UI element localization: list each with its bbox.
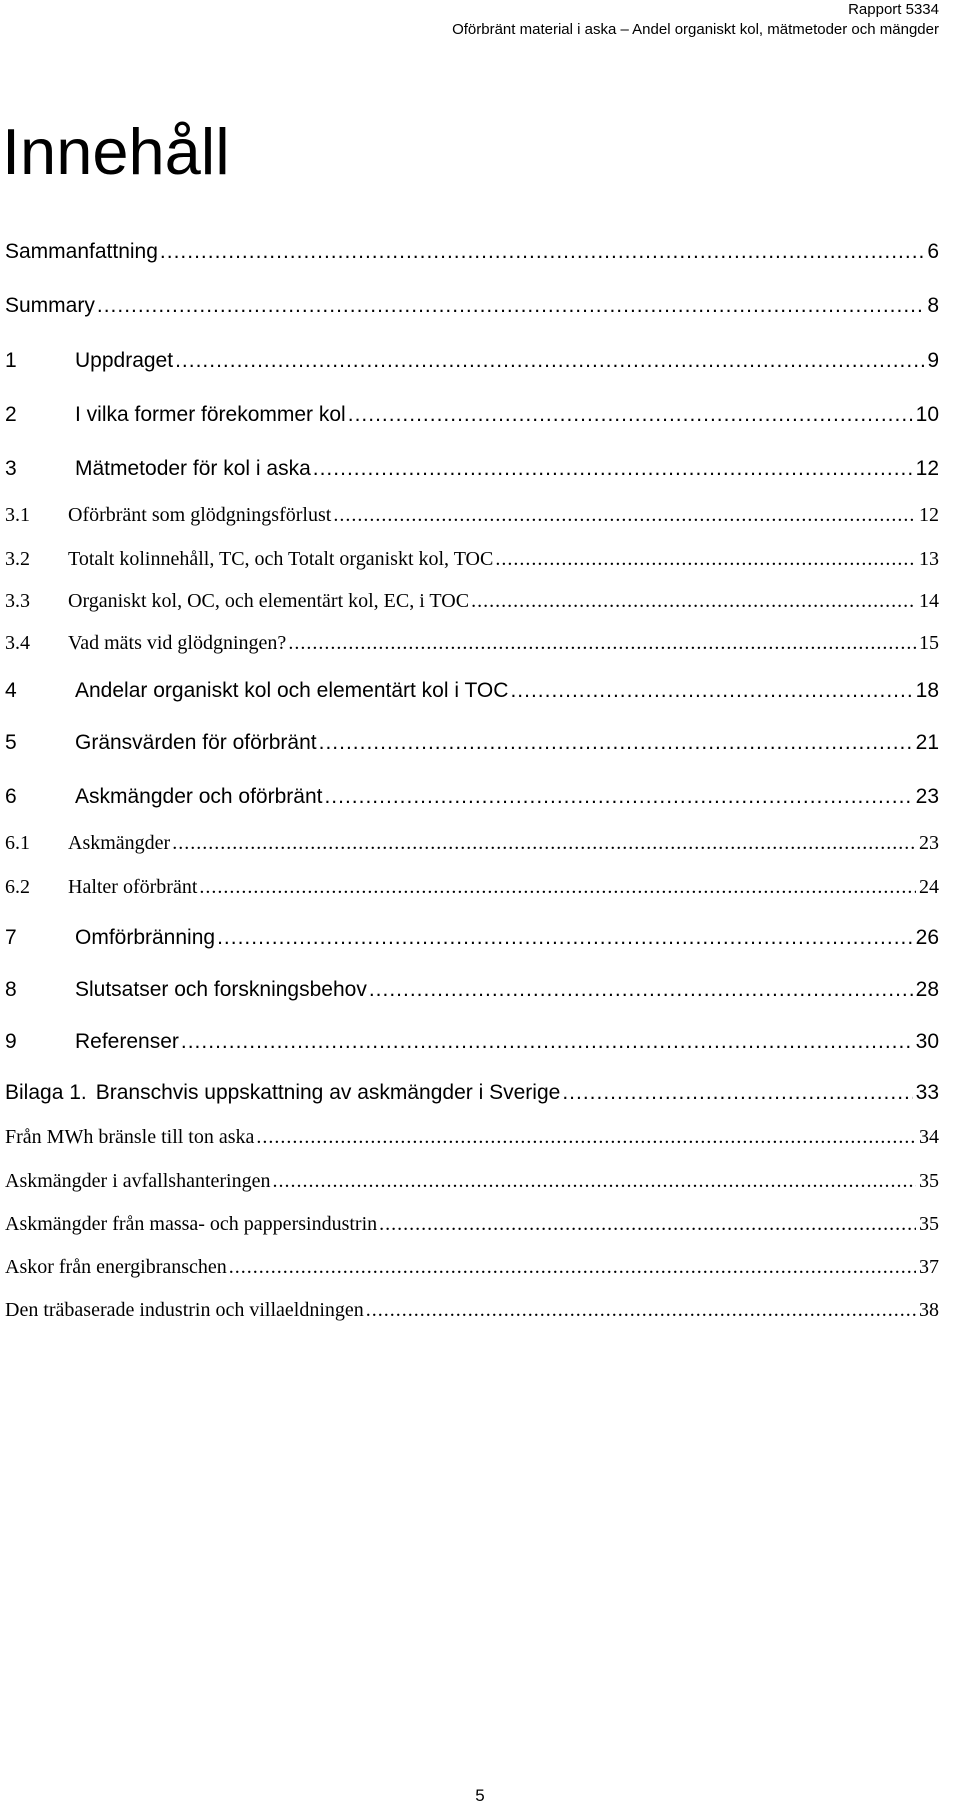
toc-entry-number: 3.1 bbox=[5, 504, 30, 526]
toc-entry-label: Askmängder och oförbränt bbox=[75, 785, 323, 808]
dot-leader bbox=[562, 1081, 912, 1105]
report-subtitle: Oförbränt material i aska – Andel organiskt kol, mätmetoder och mängder bbox=[452, 21, 939, 38]
toc-entry-page: 35 bbox=[919, 1213, 939, 1235]
toc-entry[interactable] bbox=[5, 1256, 939, 1290]
toc-entry-label: Andelar organiskt kol och elementärt kol i TOC bbox=[75, 679, 509, 702]
dot-leader bbox=[199, 876, 916, 899]
toc-entry-page: 38 bbox=[919, 1299, 939, 1321]
toc-entry[interactable] bbox=[5, 926, 939, 960]
toc-entry-label: I vilka former förekommer kol bbox=[75, 403, 346, 426]
toc-entry-number: 6.1 bbox=[5, 832, 30, 854]
dot-leader bbox=[256, 1126, 916, 1149]
toc-entry-label: Oförbränt som glödgningsförlust bbox=[68, 504, 332, 526]
page-title: Innehåll bbox=[2, 115, 230, 188]
toc-entry-label: Askmängder från massa- och pappersindustrin bbox=[5, 1213, 378, 1235]
toc-entry-page: 30 bbox=[915, 1030, 939, 1053]
toc-entry-page: 37 bbox=[919, 1256, 939, 1278]
toc-entry[interactable] bbox=[5, 349, 939, 383]
toc-entry-page: 12 bbox=[915, 457, 939, 480]
dot-leader bbox=[217, 926, 913, 950]
toc-entry-page: 21 bbox=[915, 731, 939, 754]
toc-entry-page: 13 bbox=[919, 548, 939, 570]
toc-entry-label: Gränsvärden för oförbränt bbox=[75, 731, 317, 754]
toc-entry-page: 28 bbox=[915, 978, 939, 1001]
toc-entry-label: Slutsatser och forskningsbehov bbox=[75, 978, 367, 1001]
toc-entry-page: 15 bbox=[919, 632, 939, 654]
toc-entry-number: 3.3 bbox=[5, 590, 30, 612]
dot-leader bbox=[324, 785, 912, 809]
dot-leader bbox=[160, 240, 924, 264]
toc-entry-label: Sammanfattning bbox=[5, 240, 158, 263]
toc-entry-page: 9 bbox=[927, 349, 939, 372]
dot-leader bbox=[319, 731, 913, 755]
toc-entry-page: 18 bbox=[915, 679, 939, 702]
toc-entry-page: 23 bbox=[919, 832, 939, 854]
toc-entry[interactable] bbox=[5, 785, 939, 819]
dot-leader bbox=[229, 1256, 916, 1279]
dot-leader bbox=[471, 590, 916, 613]
dot-leader bbox=[510, 679, 912, 703]
toc-entry-page: 23 bbox=[915, 785, 939, 808]
toc-entry[interactable] bbox=[5, 457, 939, 491]
toc-entry-number: 8 bbox=[5, 978, 17, 1001]
toc-entry[interactable] bbox=[5, 832, 939, 866]
toc-entry[interactable] bbox=[5, 548, 939, 582]
toc-entry-page: 33 bbox=[915, 1081, 939, 1104]
toc-entry[interactable] bbox=[5, 978, 939, 1012]
report-number: Rapport 5334 bbox=[848, 1, 939, 18]
dot-leader bbox=[379, 1213, 916, 1236]
toc-entry-label: Den träbaserade industrin och villaeldningen bbox=[5, 1299, 364, 1321]
dot-leader bbox=[181, 1030, 913, 1054]
toc-entry-number: 2 bbox=[5, 403, 17, 426]
toc-entry-label: Branschvis uppskattning av askmängder i Sverige bbox=[95, 1081, 561, 1104]
toc-entry[interactable] bbox=[5, 876, 939, 910]
toc-entry-page: 24 bbox=[919, 876, 939, 898]
dot-leader bbox=[175, 349, 924, 373]
running-header bbox=[452, 0, 939, 40]
toc-entry-number: 7 bbox=[5, 926, 17, 949]
toc-entry-number: 6.2 bbox=[5, 876, 30, 898]
toc-entry-page: 26 bbox=[915, 926, 939, 949]
toc-entry[interactable] bbox=[5, 590, 939, 624]
toc-entry[interactable] bbox=[5, 240, 939, 274]
dot-leader bbox=[97, 294, 924, 318]
toc-entry-page: 34 bbox=[919, 1126, 939, 1148]
toc-entry-label: Mätmetoder för kol i aska bbox=[75, 457, 311, 480]
toc-entry-number: 3.2 bbox=[5, 548, 30, 570]
toc-entry-label: Organiskt kol, OC, och elementärt kol, EC, i TOC bbox=[68, 590, 470, 612]
toc-entry-page: 6 bbox=[927, 240, 939, 263]
dot-leader bbox=[369, 978, 913, 1002]
toc-entry[interactable] bbox=[5, 731, 939, 765]
toc-entry[interactable] bbox=[5, 1170, 939, 1204]
toc-entry-number: 3.4 bbox=[5, 632, 30, 654]
page-number: 5 bbox=[475, 1786, 485, 1805]
dot-leader bbox=[333, 504, 916, 527]
dot-leader bbox=[272, 1170, 916, 1193]
toc-entry-number: 3 bbox=[5, 457, 17, 480]
toc-entry[interactable] bbox=[5, 632, 939, 666]
toc-entry-number: Bilaga 1. bbox=[5, 1081, 87, 1104]
toc-entry[interactable] bbox=[5, 1030, 939, 1064]
dot-leader bbox=[366, 1299, 916, 1322]
toc-entry-label: Halter oförbränt bbox=[68, 876, 198, 898]
toc-entry-number: 9 bbox=[5, 1030, 17, 1053]
dot-leader bbox=[495, 548, 916, 571]
toc-entry[interactable] bbox=[5, 294, 939, 328]
toc-entry-label: Omförbränning bbox=[75, 926, 216, 949]
toc-entry-label: Askmängder i avfallshanteringen bbox=[5, 1170, 271, 1192]
toc-entry-label: Referenser bbox=[75, 1030, 179, 1053]
toc-entry-page: 35 bbox=[919, 1170, 939, 1192]
toc-entry[interactable] bbox=[5, 504, 939, 538]
toc-entry[interactable] bbox=[5, 1126, 939, 1160]
toc-entry-label: Uppdraget bbox=[75, 349, 174, 372]
toc-entry-number: 6 bbox=[5, 785, 17, 808]
toc-entry-page: 10 bbox=[915, 403, 939, 426]
toc-entry-label: Totalt kolinnehåll, TC, och Totalt organiskt kol, TOC bbox=[68, 548, 494, 570]
toc-entry-label: Askor från energibranschen bbox=[5, 1256, 227, 1278]
toc-entry-page: 8 bbox=[927, 294, 939, 317]
toc-entry[interactable] bbox=[5, 403, 939, 437]
toc-entry-page: 14 bbox=[919, 590, 939, 612]
toc-entry-number: 5 bbox=[5, 731, 17, 754]
toc-entry[interactable] bbox=[5, 1081, 939, 1115]
toc-entry-label: Vad mäts vid glödgningen? bbox=[68, 632, 287, 654]
toc-entry[interactable] bbox=[5, 679, 939, 713]
dot-leader bbox=[313, 457, 913, 481]
toc-entry-page: 12 bbox=[919, 504, 939, 526]
toc-entry-label: Från MWh bränsle till ton aska bbox=[5, 1126, 255, 1148]
toc-entry-number: 1 bbox=[5, 349, 17, 372]
dot-leader bbox=[288, 632, 916, 655]
dot-leader bbox=[348, 403, 913, 427]
toc-entry-number: 4 bbox=[5, 679, 17, 702]
toc-entry[interactable] bbox=[5, 1299, 939, 1333]
toc-entry-label: Summary bbox=[5, 294, 95, 317]
toc-entry-label: Askmängder bbox=[68, 832, 171, 854]
dot-leader bbox=[172, 832, 916, 855]
toc-entry[interactable] bbox=[5, 1213, 939, 1247]
